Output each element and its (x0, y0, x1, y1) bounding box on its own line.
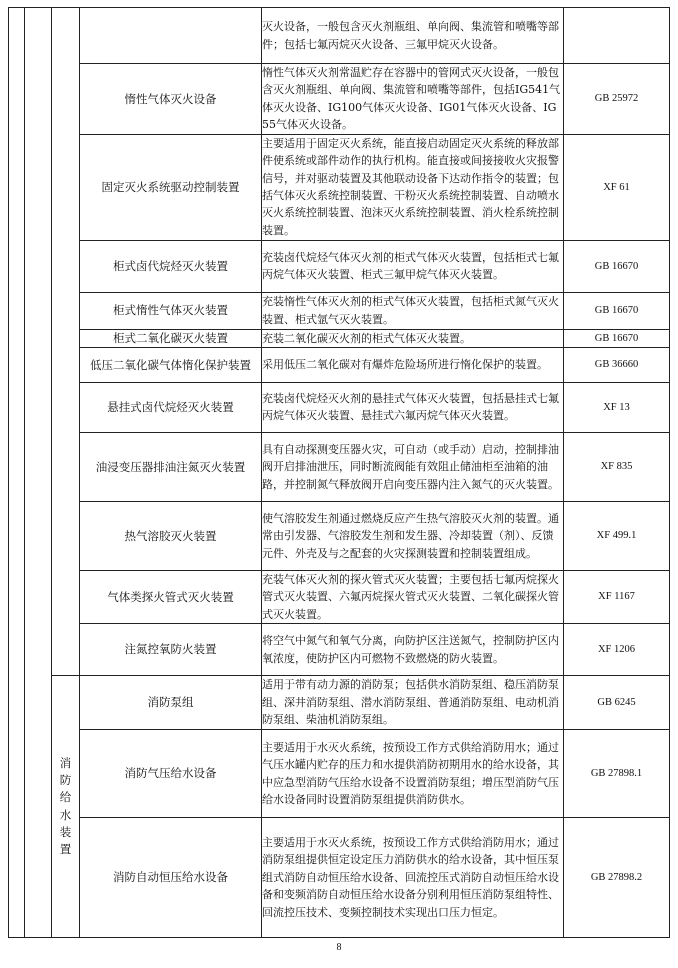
product-description-cell: 充装卤代烷烃气体灭火剂的柜式气体灭火装置，包括柜式七氟丙烷气体灭火装置、柜式三氟甲烷气体灭火装置。 (262, 240, 564, 292)
standard-code-cell: GB 16670 (564, 292, 670, 329)
product-description-cell: 充装卤代烷烃灭火剂的悬挂式气体灭火装置，包括悬挂式七氟丙烷气体灭火装置、悬挂式六氟丙烷气体灭火装置。 (262, 382, 564, 432)
table-row (9, 570, 670, 623)
standard-code-cell: GB 6245 (564, 676, 670, 730)
table-row (9, 329, 670, 347)
standard-code-cell: XF 835 (564, 432, 670, 501)
standard-code-cell: XF 13 (564, 382, 670, 432)
table-row (9, 730, 670, 818)
category-cell (52, 8, 80, 676)
product-name-cell: 注氮控氧防火装置 (80, 624, 262, 676)
product-name-cell: 低压二氧化碳气体惰化保护装置 (80, 347, 262, 382)
table-row (9, 8, 670, 64)
product-name-cell: 消防自动恒压给水设备 (80, 818, 262, 938)
outer-level-1-cell (9, 8, 25, 938)
table-row (9, 292, 670, 329)
standard-code-cell: XF 1167 (564, 570, 670, 623)
product-name-cell: 柜式二氧化碳灭火装置 (80, 329, 262, 347)
product-spec-table (8, 7, 670, 938)
table-row (9, 501, 670, 570)
product-name-cell: 消防泵组 (80, 676, 262, 730)
standard-code-cell: GB 27898.1 (564, 730, 670, 818)
product-name-cell: 固定灭火系统驱动控制装置 (80, 134, 262, 240)
table-row (9, 347, 670, 382)
product-name-cell (80, 8, 262, 64)
standard-code-cell: GB 36660 (564, 347, 670, 382)
product-name-cell: 柜式卤代烷烃灭火装置 (80, 240, 262, 292)
product-name-cell: 气体类探火管式灭火装置 (80, 570, 262, 623)
table-row (9, 240, 670, 292)
category-label: 消防给水装置 (59, 755, 72, 856)
product-description-cell: 充装二氧化碳灭火剂的柜式气体灭火装置。 (262, 329, 564, 347)
standard-code-cell: GB 16670 (564, 329, 670, 347)
product-name-cell: 惰性气体灭火设备 (80, 64, 262, 135)
product-description-cell: 适用于带有动力源的消防泵；包括供水消防泵组、稳压消防泵组、深井消防泵组、潜水消防泵组、普通消防泵组、电动机消防泵组、柴油机消防泵组。 (262, 676, 564, 730)
product-description-cell: 惰性气体灭火剂常温贮存在容器中的管网式灭火设备，一般包含灭火剂瓶组、单向阀、集流管和喷嘴等部件，包括IG541气体灭火设备、IG100气体灭火设备、IG01气体灭火设备、IG55气体灭火设备。 (262, 64, 564, 135)
outer-level-2-cell (25, 8, 52, 938)
table-row (9, 818, 670, 938)
product-name-cell: 消防气压给水设备 (80, 730, 262, 818)
table-row (9, 624, 670, 676)
product-description-cell: 主要适用于固定灭火系统，能直接启动固定灭火系统的释放部件使系统或部件动作的执行机构。能直接或间接接收火灾报警信号，并对驱动装置及其他联动设备下达动作指令的装置；包括气体灭火系统控制装置、干粉灭火系统控制装置、自动喷水灭火系统控制装置、泡沫灭火系统控制装置、消火栓系统控制装置。 (262, 134, 564, 240)
product-name-cell: 柜式惰性气体灭火装置 (80, 292, 262, 329)
category-cell (52, 676, 80, 938)
standard-code-cell: GB 25972 (564, 64, 670, 135)
product-name-cell: 热气溶胶灭火装置 (80, 501, 262, 570)
product-description-cell: 具有自动探测变压器火灾，可自动（或手动）启动，控制排油阀开启排油泄压，同时断流阀能有效阻止储油柜至油箱的油路，并控制氮气释放阀开启向变压器内注入氮气的灭火装置。 (262, 432, 564, 501)
standard-code-cell: XF 499.1 (564, 501, 670, 570)
product-description-cell: 主要适用于水灭火系统，按预设工作方式供给消防用水；通过气压水罐内贮存的压力和水提供消防初期用水的给水设备，其中应急型消防气压给水设备不设置消防泵组；增压型消防气压给水设备同时设置消防泵组提供消防供水。 (262, 730, 564, 818)
product-description-cell: 采用低压二氧化碳对有爆炸危险场所进行惰化保护的装置。 (262, 347, 564, 382)
standard-code-cell: GB 27898.2 (564, 818, 670, 938)
product-description-cell: 充装惰性气体灭火剂的柜式气体灭火装置，包括柜式氮气灭火装置、柜式氩气灭火装置。 (262, 292, 564, 329)
table-row (9, 64, 670, 135)
product-description-cell: 充装气体灭火剂的探火管式灭火装置；主要包括七氟丙烷探火管式灭火装置、六氟丙烷探火管式灭火装置、二氧化碳探火管式灭火装置。 (262, 570, 564, 623)
product-description-cell: 使气溶胶发生剂通过燃烧反应产生热气溶胶灭火剂的装置。通常由引发器、气溶胶发生剂和发生器、冷却装置（剂）、反馈元件、外壳及与之配套的火灾探测装置和控制装置组成。 (262, 501, 564, 570)
standard-code-cell: XF 61 (564, 134, 670, 240)
table-row (9, 134, 670, 240)
product-name-cell: 油浸变压器排油注氮灭火装置 (80, 432, 262, 501)
table-row (9, 382, 670, 432)
table-row (9, 676, 670, 730)
standard-code-cell: GB 16670 (564, 240, 670, 292)
product-description-cell: 将空气中氮气和氧气分离，向防护区注送氮气，控制防护区内氧浓度，使防护区内可燃物不致燃烧的防火装置。 (262, 624, 564, 676)
table-body (9, 8, 670, 938)
product-name-cell: 悬挂式卤代烷烃灭火装置 (80, 382, 262, 432)
standard-code-cell: XF 1206 (564, 624, 670, 676)
product-description-cell: 灭火设备，一般包含灭火剂瓶组、单向阀、集流管和喷嘴等部件；包括七氟丙烷灭火设备、三氟甲烷灭火设备。 (262, 8, 564, 64)
standard-code-cell (564, 8, 670, 64)
product-description-cell: 主要适用于水灭火系统，按预设工作方式供给消防用水；通过消防泵组提供恒定设定压力消防供水的给水设备，其中恒压泵组式消防自动恒压给水设备、回流控压式消防自动恒压给水设备和变频消防自动恒压给水设备分别利用恒压消防泵组特性、回流控压技术、变频控制技术实现出口压力恒定。 (262, 818, 564, 938)
page-number: 8 (336, 942, 342, 953)
table-row (9, 432, 670, 501)
